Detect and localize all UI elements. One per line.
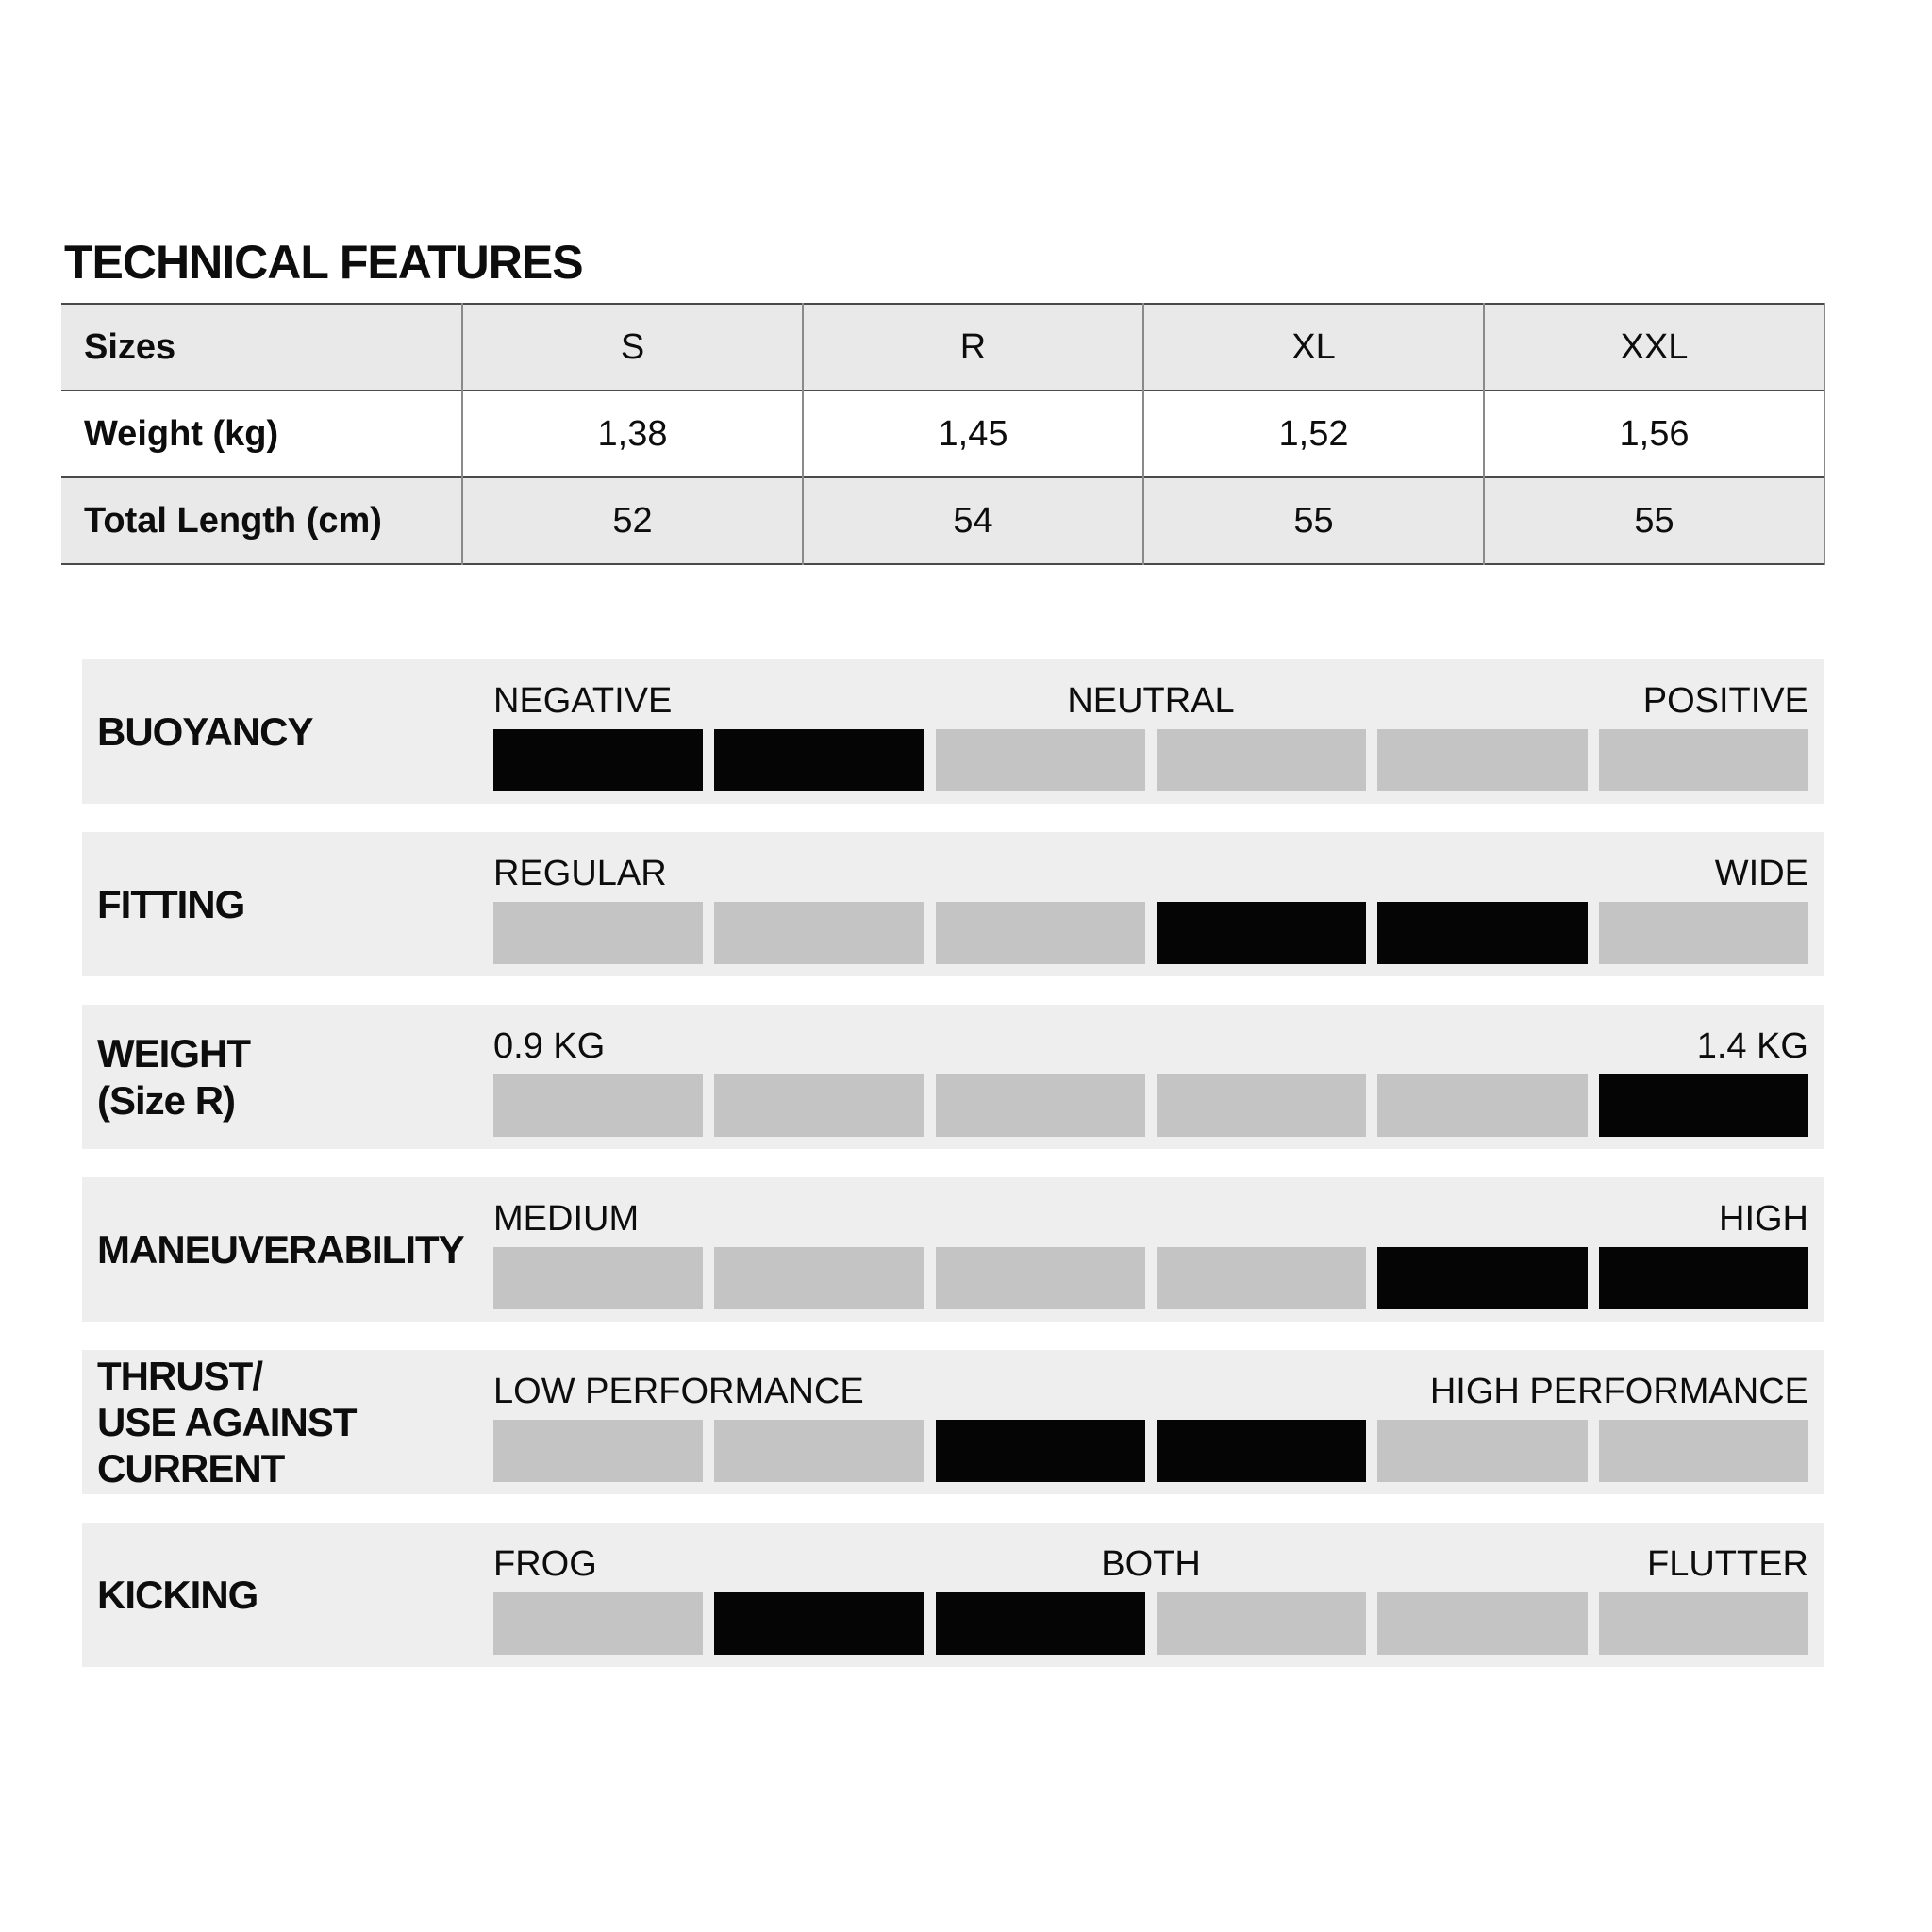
rating-segment-empty xyxy=(1599,1592,1808,1655)
rating-segment-empty xyxy=(936,902,1145,964)
scale-min-label: FROG xyxy=(493,1544,597,1584)
column-header-sizes: Sizes xyxy=(84,326,176,367)
kicking-scale-labels xyxy=(493,1543,1808,1585)
buoyancy-scale-labels xyxy=(493,680,1808,722)
buoyancy-segments xyxy=(493,729,1808,791)
fitting-scale-labels xyxy=(493,853,1808,894)
rating-segment-empty xyxy=(493,902,703,964)
fitting-segments xyxy=(493,902,1808,964)
rating-segment-filled xyxy=(1157,902,1366,964)
rating-segment-empty xyxy=(936,1247,1145,1309)
table-cell: 1,56 xyxy=(1484,391,1824,477)
rating-segment-filled xyxy=(493,729,703,791)
rating-segment-empty xyxy=(1157,1074,1366,1137)
rating-segment-filled xyxy=(936,1592,1145,1655)
feature-weight-title xyxy=(97,1030,493,1123)
rating-segment-filled xyxy=(1599,1247,1808,1309)
feature-fitting-title xyxy=(97,881,493,927)
feature-maneuverability xyxy=(82,1177,1824,1322)
row-label-weight: Weight (kg) xyxy=(84,413,279,454)
page-title: TECHNICAL FEATURES xyxy=(64,236,583,289)
table-row-total-length xyxy=(61,477,1824,564)
scale-mid-label: NEUTRAL xyxy=(1067,681,1235,721)
maneuverability-rating-bar xyxy=(493,1177,1808,1322)
feature-title-line: MANEUVERABILITY xyxy=(97,1226,464,1272)
scale-max-label: WIDE xyxy=(1714,854,1808,893)
buoyancy-rating-bar xyxy=(493,659,1808,804)
rating-segment-empty xyxy=(936,729,1145,791)
maneuverability-segments xyxy=(493,1247,1808,1309)
table-cell: 54 xyxy=(803,477,1143,564)
feature-title-line: (Size R) xyxy=(97,1077,236,1123)
feature-title-line: BUOYANCY xyxy=(97,708,313,754)
rating-segment-empty xyxy=(1157,1592,1366,1655)
fitting-rating-bar xyxy=(493,832,1808,976)
rating-segment-empty xyxy=(714,1074,924,1137)
rating-segment-empty xyxy=(1377,1420,1587,1482)
rating-segment-filled xyxy=(1157,1420,1366,1482)
table-cell: 1,52 xyxy=(1143,391,1484,477)
feature-thrust-title xyxy=(97,1353,493,1491)
scale-min-label: REGULAR xyxy=(493,854,667,893)
column-header-size-xxl: XXL xyxy=(1484,304,1824,391)
feature-buoyancy-title xyxy=(97,708,493,755)
scale-max-label: 1.4 KG xyxy=(1696,1026,1808,1066)
rating-segment-empty xyxy=(1377,729,1587,791)
weight-rating-bar xyxy=(493,1005,1808,1149)
table-cell: 1,38 xyxy=(462,391,803,477)
rating-segment-filled xyxy=(1377,902,1587,964)
rating-segment-empty xyxy=(1377,1592,1587,1655)
rating-segment-empty xyxy=(493,1247,703,1309)
rating-segment-empty xyxy=(1599,902,1808,964)
thrust-rating-bar xyxy=(493,1350,1808,1494)
feature-thrust xyxy=(82,1350,1824,1494)
scale-max-label: FLUTTER xyxy=(1647,1544,1808,1584)
row-label-total-length: Total Length (cm) xyxy=(84,500,382,541)
rating-segment-empty xyxy=(714,902,924,964)
scale-max-label: HIGH xyxy=(1719,1199,1808,1239)
table-cell: 52 xyxy=(462,477,803,564)
rating-segment-filled xyxy=(714,1592,924,1655)
sizes-spec-table xyxy=(61,303,1825,565)
feature-title-line: FITTING xyxy=(97,881,245,926)
feature-kicking xyxy=(82,1523,1824,1667)
feature-title-line: CURRENT xyxy=(97,1446,285,1491)
rating-segment-empty xyxy=(493,1592,703,1655)
rating-segment-empty xyxy=(493,1074,703,1137)
table-cell: 1,45 xyxy=(803,391,1143,477)
rating-segment-empty xyxy=(1377,1074,1587,1137)
column-header-size-xl: XL xyxy=(1143,304,1484,391)
table-cell: 55 xyxy=(1143,477,1484,564)
weight-segments xyxy=(493,1074,1808,1137)
rating-segment-empty xyxy=(936,1074,1145,1137)
rating-segment-filled xyxy=(936,1420,1145,1482)
weight-scale-labels xyxy=(493,1025,1808,1067)
rating-segment-empty xyxy=(714,1420,924,1482)
table-header-row xyxy=(61,304,1824,391)
table-row-weight xyxy=(61,391,1824,477)
feature-title-line: THRUST/ xyxy=(97,1353,262,1398)
scale-min-label: MEDIUM xyxy=(493,1199,640,1239)
feature-kicking-title xyxy=(97,1572,493,1618)
kicking-rating-bar xyxy=(493,1523,1808,1667)
scale-mid-label: BOTH xyxy=(1101,1544,1201,1584)
maneuverability-scale-labels xyxy=(493,1198,1808,1240)
thrust-scale-labels xyxy=(493,1371,1808,1412)
feature-title-line: KICKING xyxy=(97,1572,258,1617)
scale-min-label: NEGATIVE xyxy=(493,681,673,721)
feature-weight-size-r xyxy=(82,1005,1824,1149)
scale-min-label: 0.9 KG xyxy=(493,1026,606,1066)
thrust-segments xyxy=(493,1420,1808,1482)
scale-max-label: POSITIVE xyxy=(1642,681,1808,721)
feature-maneuverability-title xyxy=(97,1226,493,1273)
scale-max-label: HIGH PERFORMANCE xyxy=(1429,1372,1808,1411)
rating-segment-empty xyxy=(714,1247,924,1309)
rating-segment-empty xyxy=(493,1420,703,1482)
rating-segment-empty xyxy=(1157,729,1366,791)
feature-ratings xyxy=(61,659,1825,1667)
feature-title-line: WEIGHT xyxy=(97,1031,250,1076)
feature-fitting xyxy=(82,832,1824,976)
rating-segment-empty xyxy=(1599,729,1808,791)
rating-segment-empty xyxy=(1157,1247,1366,1309)
rating-segment-filled xyxy=(1377,1247,1587,1309)
rating-segment-filled xyxy=(714,729,924,791)
column-header-size-s: S xyxy=(462,304,803,391)
table-cell: 55 xyxy=(1484,477,1824,564)
rating-segment-filled xyxy=(1599,1074,1808,1137)
scale-min-label: LOW PERFORMANCE xyxy=(493,1372,864,1411)
feature-buoyancy xyxy=(82,659,1824,804)
rating-segment-empty xyxy=(1599,1420,1808,1482)
kicking-segments xyxy=(493,1592,1808,1655)
feature-title-line: USE AGAINST xyxy=(97,1399,357,1444)
column-header-size-r: R xyxy=(803,304,1143,391)
